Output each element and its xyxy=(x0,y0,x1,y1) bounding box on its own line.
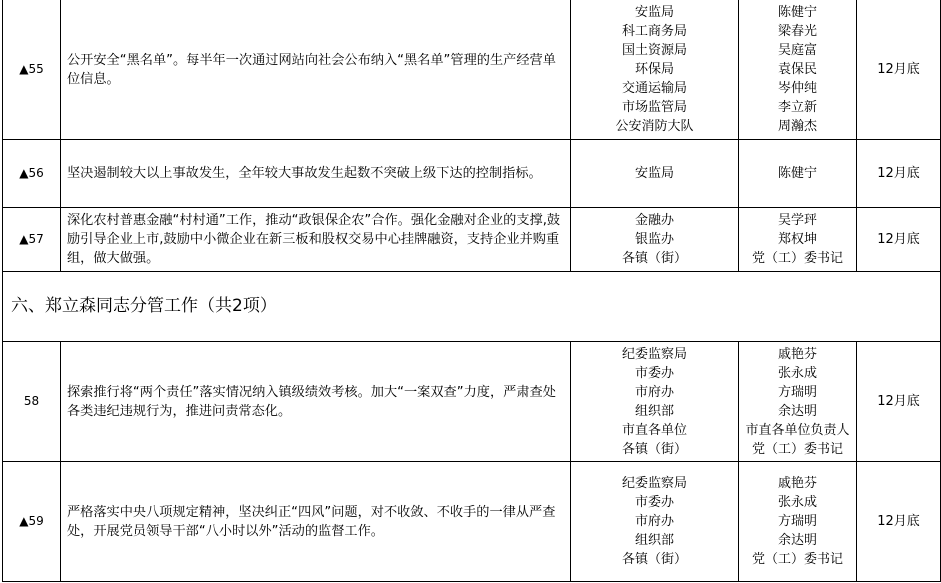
table-row xyxy=(3,208,941,272)
section-title: 六、郑立森同志分管工作（共2项） xyxy=(3,272,571,342)
department-name: 银监办 xyxy=(634,232,674,247)
table-row xyxy=(3,342,941,462)
department-name: 纪委监察局 xyxy=(621,346,687,362)
row-number: 58 xyxy=(3,342,61,462)
deadline: 12月底 xyxy=(857,140,941,208)
department-name: 金融办 xyxy=(634,213,674,228)
person-name: 方瑞明 xyxy=(777,514,817,529)
responsible-departments xyxy=(571,462,739,582)
task-description: 深化农村普惠金融“村村通”工作，推动“政银保企农”合作。强化金融对企业的支撑,鼓励引导企业上市,鼓励中小微企业在新三板和股权交易中心挂牌融资，支持企业并购重组，做大做强。 xyxy=(61,208,571,272)
responsible-persons xyxy=(739,462,857,582)
department-name: 科工商务局 xyxy=(621,24,687,39)
department-name: 市府办 xyxy=(634,514,674,529)
deadline: 12月底 xyxy=(857,208,941,272)
department-name: 市委办 xyxy=(634,495,674,510)
deadline: 12月底 xyxy=(857,342,941,462)
deadline: 12月底 xyxy=(857,462,941,582)
person-name: 吴庭富 xyxy=(777,43,817,58)
department-name: 各镇（街） xyxy=(621,441,687,457)
person-name: 陈健宁 xyxy=(777,166,817,181)
person-name: 张永成 xyxy=(777,365,817,381)
person-name: 余达明 xyxy=(777,533,817,548)
responsible-departments xyxy=(571,0,739,140)
person-name: 梁春光 xyxy=(777,24,817,39)
department-name: 纪委监察局 xyxy=(621,476,687,491)
person-name: 李立新 xyxy=(777,100,817,115)
department-name: 组织部 xyxy=(634,533,674,548)
department-name: 各镇（街） xyxy=(621,251,687,266)
person-name: 陈健宁 xyxy=(777,5,817,20)
section-header-row xyxy=(3,272,941,342)
person-name: 周瀚杰 xyxy=(777,119,817,134)
responsible-persons xyxy=(739,342,857,462)
person-name: 袁保民 xyxy=(777,62,817,77)
task-table xyxy=(2,0,941,582)
section-blank xyxy=(571,272,941,342)
department-name: 安监局 xyxy=(634,5,674,20)
table-row xyxy=(3,140,941,208)
department-name: 各镇（街） xyxy=(621,552,687,567)
person-name: 戚艳芬 xyxy=(777,346,817,362)
responsible-departments xyxy=(571,342,739,462)
person-name: 岑仲纯 xyxy=(777,81,817,96)
table-row xyxy=(3,0,941,140)
person-name: 党（工）委书记 xyxy=(751,552,843,567)
department-name: 组织部 xyxy=(634,403,674,419)
department-name: 国土资源局 xyxy=(621,43,687,58)
task-description: 公开安全“黑名单”。每半年一次通过网站向社会公布纳入“黑名单”管理的生产经营单位信息。 xyxy=(61,0,571,140)
person-name: 吴学玶 xyxy=(777,213,817,228)
task-description: 坚决遏制较大以上事故发生，全年较大事故发生起数不突破上级下达的控制指标。 xyxy=(61,140,571,208)
person-name: 党（工）委书记 xyxy=(751,441,843,457)
row-number: ▲56 xyxy=(3,140,61,208)
department-name: 市府办 xyxy=(634,384,674,400)
department-name: 安监局 xyxy=(634,166,674,181)
person-name: 张永成 xyxy=(777,495,817,510)
department-name: 交通运输局 xyxy=(621,81,687,96)
department-name: 市场监管局 xyxy=(621,100,687,115)
department-name: 环保局 xyxy=(634,62,674,77)
department-name: 市直各单位 xyxy=(621,422,687,438)
responsible-persons xyxy=(739,140,857,208)
responsible-persons xyxy=(739,0,857,140)
table-row xyxy=(3,462,941,582)
department-name: 市委办 xyxy=(634,365,674,381)
person-name: 郑权坤 xyxy=(777,232,817,247)
row-number: ▲59 xyxy=(3,462,61,582)
responsible-departments xyxy=(571,208,739,272)
task-description: 严格落实中央八项规定精神，坚决纠正“四风”问题，对不收敛、不收手的一律从严查处，开展党员领导干部“八小时以外”活动的监督工作。 xyxy=(61,462,571,582)
row-number: ▲57 xyxy=(3,208,61,272)
person-name: 方瑞明 xyxy=(777,384,817,400)
deadline: 12月底 xyxy=(857,0,941,140)
department-name: 公安消防大队 xyxy=(615,119,694,134)
task-description: 探索推行将“两个责任”落实情况纳入镇级绩效考核。加大“一案双查”力度，严肃查处各类违纪违规行为，推进问责常态化。 xyxy=(61,342,571,462)
responsible-persons xyxy=(739,208,857,272)
person-name: 党（工）委书记 xyxy=(751,251,843,266)
person-name: 余达明 xyxy=(777,403,817,419)
responsible-departments xyxy=(571,140,739,208)
row-number: ▲55 xyxy=(3,0,61,140)
person-name: 戚艳芬 xyxy=(777,476,817,491)
person-name: 市直各单位负责人 xyxy=(745,422,850,438)
